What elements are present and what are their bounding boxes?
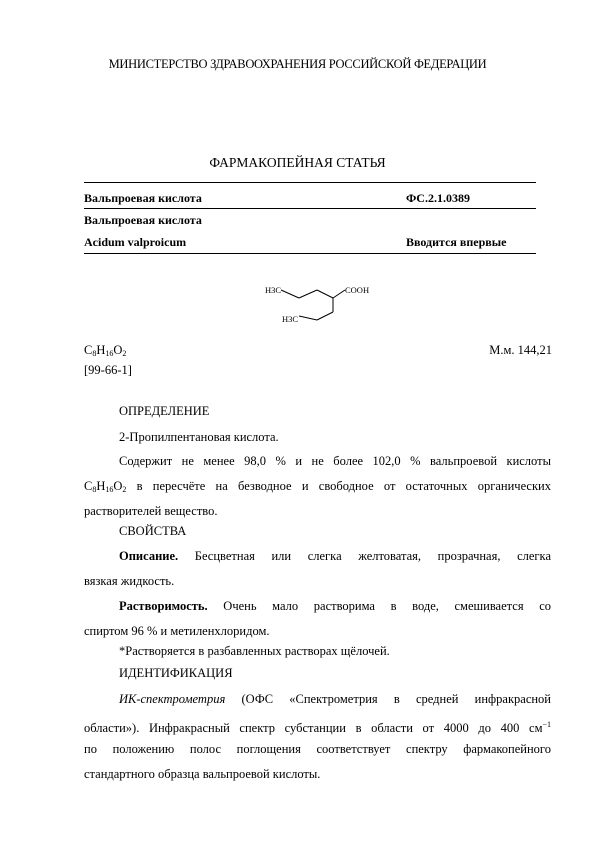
- monograph-code: ФС.2.1.0389: [406, 191, 470, 205]
- formula-o: O: [113, 343, 123, 357]
- ir-text-1: (ОФС «Спектрометрия в средней инфракрасной: [225, 692, 551, 706]
- definition-text: 2-Пропилпентановая кислота.: [119, 430, 279, 444]
- substance-name-ru-2: Вальпроевая кислота: [84, 213, 202, 227]
- bond: [317, 312, 333, 320]
- formula-c-count: 8: [92, 349, 97, 358]
- solubility-paragraph: [84, 594, 551, 644]
- structural-formula: [255, 278, 385, 328]
- ministry-header: МИНИСТЕРСТВО ЗДРАВООХРАНЕНИЯ РОССИЙСКОЙ ФЕДЕРАЦИИ: [108, 57, 487, 71]
- document-title: ФАРМАКОПЕЙНАЯ СТАТЬЯ: [209, 155, 386, 170]
- bond: [317, 290, 333, 298]
- table-row-2: [84, 213, 536, 228]
- formula-o: O: [113, 479, 123, 493]
- formula-o-count: 2: [122, 349, 127, 358]
- formula-h-count: 16: [105, 485, 114, 494]
- section-properties-heading: СВОЙСТВА: [119, 524, 187, 538]
- formula-c: C: [84, 479, 93, 493]
- molecular-formula: [84, 343, 126, 358]
- ir-line-2: [84, 712, 551, 737]
- cas-number: [99-66-1]: [84, 363, 132, 377]
- solubility-note: *Растворяется в разбавленных растворах щёлочей.: [119, 644, 390, 658]
- methyl-label-bottom: H3C: [282, 314, 299, 324]
- carboxyl-label: COOH: [345, 285, 370, 295]
- solubility-line-1: [84, 594, 551, 619]
- description-paragraph: [84, 544, 551, 594]
- formula-h: H: [96, 479, 106, 493]
- table-top-rule: [84, 182, 536, 183]
- ir-line-1: [84, 687, 551, 712]
- description-label: Описание.: [119, 549, 179, 563]
- table-row-3: [84, 235, 536, 250]
- ir-label: ИК-спектрометрия: [119, 692, 226, 706]
- ir-text-2: области»). Инфракрасный спектр субстанции в области от 4000 до 400 см: [84, 721, 543, 735]
- monograph-status: Вводится впервые: [406, 235, 507, 249]
- formula-h-count: 16: [105, 349, 114, 358]
- description-line-1: [84, 544, 551, 569]
- description-text: Бесцветная или слегка желтоватая, прозрачная, слегка: [178, 549, 551, 563]
- ir-line-3: по положению полос поглощения соответствует спектру фармакопейного: [84, 742, 551, 756]
- section-identification-heading: ИДЕНТИФИКАЦИЯ: [119, 666, 233, 680]
- content-line-1: Содержит не менее 98,0 % и не более 102,0 % вальпроевой кислоты: [119, 454, 551, 468]
- formula-c-count: 8: [92, 485, 97, 494]
- table-rule-1: [84, 208, 536, 209]
- content-line-3: растворителей вещество.: [84, 504, 218, 518]
- methyl-label-top: H3C: [265, 285, 282, 295]
- substance-name-lat: Acidum valproicum: [84, 235, 187, 249]
- formula-o-count: 2: [122, 485, 127, 494]
- solubility-label: Растворимость.: [119, 599, 208, 613]
- bond: [299, 316, 317, 320]
- content-paragraph: [84, 449, 551, 524]
- solubility-line-2: спиртом 96 % и метиленхлоридом.: [84, 624, 270, 638]
- molecular-mass: М.м. 144,21: [489, 343, 552, 357]
- solubility-text: Очень мало растворима в воде, смешивается со: [207, 599, 551, 613]
- formula-c: C: [84, 343, 93, 357]
- bond: [333, 290, 345, 298]
- section-definition-heading: ОПРЕДЕЛЕНИЕ: [119, 404, 210, 418]
- bond: [299, 290, 317, 298]
- ir-unit-exponent: −1: [542, 720, 551, 729]
- formula-h: H: [96, 343, 106, 357]
- substance-name-ru: Вальпроевая кислота: [84, 191, 202, 205]
- description-line-2: вязкая жидкость.: [84, 574, 175, 588]
- ir-line-4: стандартного образца вальпроевой кислоты.: [84, 767, 321, 781]
- table-bottom-rule: [84, 253, 536, 254]
- content-line-2-text: в пересчёте на безводное и свободное от остаточных органических: [126, 479, 551, 493]
- bond: [281, 290, 299, 298]
- table-row-1: [84, 191, 536, 206]
- content-line-2: [84, 474, 551, 499]
- ir-paragraph: [84, 687, 551, 787]
